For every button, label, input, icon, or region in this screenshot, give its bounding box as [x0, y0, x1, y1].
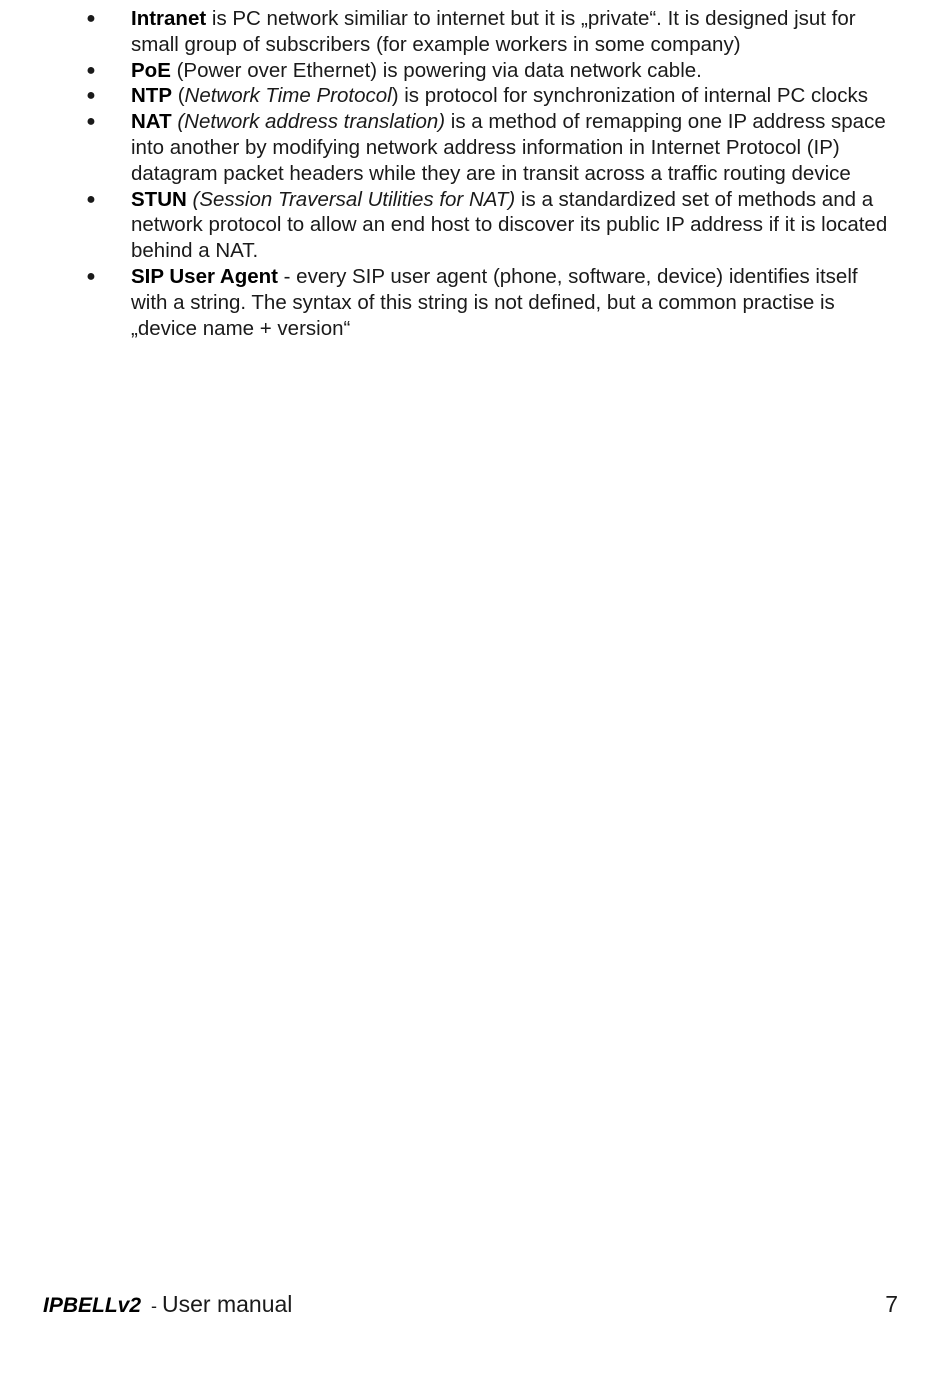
page-number: 7	[885, 1291, 898, 1317]
glossary-expansion: (Network address translation)	[177, 110, 446, 134]
glossary-term: NTP	[131, 84, 172, 108]
footer-product-name: IPBELLv2	[43, 1294, 142, 1317]
footer-label: User manual	[162, 1291, 293, 1317]
glossary-term: Intranet	[131, 7, 207, 30]
list-item	[86, 109, 896, 186]
glossary-expansion: Network Time Protocol	[184, 84, 392, 108]
glossary-definition: - every SIP user agent (phone, software, device) identifies itself with a string. The syntax of this string is not defined, but a common practise is „device name + version“	[131, 264, 858, 340]
glossary-term: SIP User Agent	[131, 264, 278, 288]
list-item	[86, 58, 896, 84]
bullet-icon: ●	[86, 113, 96, 131]
glossary-term: STUN	[131, 187, 187, 211]
glossary-term: NAT	[131, 110, 172, 134]
footer-separator: -	[141, 1296, 163, 1316]
glossary-expansion: (Session Traversal Utilities for NAT)	[192, 187, 516, 211]
glossary-definition: is PC network similiar to internet but it is „private“. It is designed jsut for small group of subscribers (for example workers in some company)	[131, 7, 856, 56]
glossary-definition: is a method of remapping one IP address space into another by modifying network address information in Internet Protocol (IP) datagram packet headers while they are in transit across a traffic routing device	[131, 110, 886, 185]
bullet-icon: ●	[86, 61, 96, 79]
glossary-open: (	[172, 84, 185, 108]
bullet-icon: ●	[86, 190, 96, 208]
bullet-icon: ●	[86, 10, 96, 27]
glossary-term: PoE	[131, 58, 171, 82]
list-item	[86, 83, 896, 109]
glossary-close: )	[391, 84, 399, 108]
list-item	[86, 6, 896, 58]
list-item	[86, 264, 896, 341]
glossary-definition: is protocol for synchronization of internal PC clocks	[398, 84, 868, 108]
bullet-icon: ●	[86, 87, 96, 105]
list-item	[86, 187, 896, 264]
page-footer	[43, 1290, 898, 1320]
glossary-list	[86, 6, 896, 341]
glossary-definition: is a standardized set of methods and a network protocol to allow an end host to discover its public IP address if it is located behind a NAT.	[131, 187, 888, 263]
bullet-icon: ●	[86, 267, 96, 285]
glossary-definition: (Power over Ethernet) is powering via data network cable.	[170, 58, 702, 82]
